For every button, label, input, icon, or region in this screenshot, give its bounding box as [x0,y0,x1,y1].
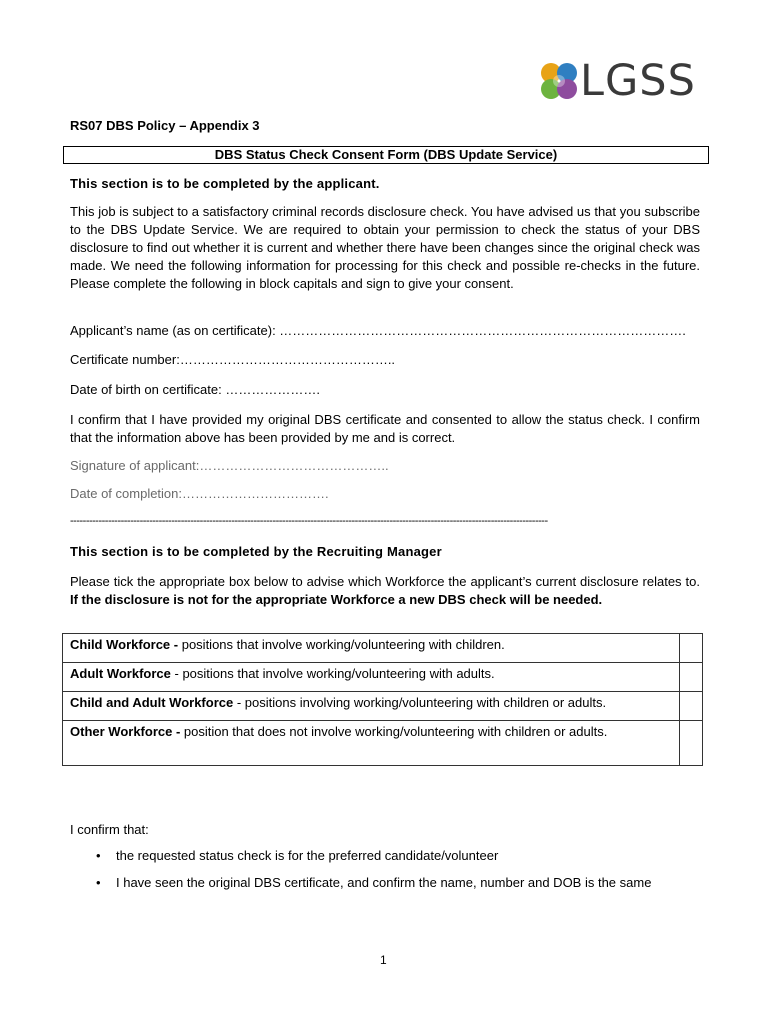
workforce-label: Child and Adult Workforce - positions involving working/volunteering with children or adults. [63,692,680,721]
applicant-name-field[interactable]: Applicant’s name (as on certificate): …………………………………………………………………………………. [70,323,686,338]
section-divider: ------------------------------------------------------------------------------------------------------------------------------------------------------- [70,515,548,527]
workforce-label: Other Workforce - position that does not involve working/volunteering with children or adults. [63,721,680,766]
list-item: • the requested status check is for the preferred candidate/volunteer [96,848,499,863]
applicant-confirmation-paragraph: I confirm that I have provided my original DBS certificate and consented to allow the status check. I confirm that the information above has been provided by me and is correct. [70,412,700,445]
document-reference-title: RS07 DBS Policy – Appendix 3 [70,118,260,133]
certificate-number-field[interactable]: Certificate number:………………………………………….. [70,352,396,367]
bullet-icon: • [96,848,101,863]
form-title: DBS Status Check Consent Form (DBS Update Service) [63,146,709,164]
workforce-row-adult [63,663,703,692]
lgss-logo [540,42,700,106]
workforce-label: Child Workforce - positions that involve working/volunteering with children. [63,634,680,663]
applicant-intro-paragraph: This job is subject to a satisfactory criminal records disclosure check. You have advised us that you subscribe to the DBS Update Service. We are required to obtain your permission to check the status of your DBS disclosure to find out whether it is current and whether there have been changes since the original check was made. We need the following information for processing for this check and possible re-checks in the future. Please complete the following in block capitals and sign to give your consent. [70,204,700,291]
page-number: 1 [380,953,387,967]
manager-section-heading: This section is to be completed by the Recruiting Manager [70,544,442,559]
workforce-child-checkbox[interactable] [680,634,703,663]
date-of-birth-field[interactable]: Date of birth on certificate: …………………. [70,382,320,397]
manager-instruction-warning: If the disclosure is not for the appropriate Workforce a new DBS check will be needed. [70,592,603,607]
logo-text: LGSS [580,56,696,106]
workforce-row-other [63,721,703,766]
lgss-logo-mark-icon [540,62,578,100]
manager-instruction-paragraph [70,573,700,609]
workforce-row-child-and-adult [63,692,703,721]
date-of-completion-field[interactable]: Date of completion:……………………………. [70,486,329,501]
workforce-other-checkbox[interactable] [680,721,703,766]
workforce-row-child [63,634,703,663]
workforce-label: Adult Workforce - positions that involve working/volunteering with adults. [63,663,680,692]
workforce-adult-checkbox[interactable] [680,663,703,692]
applicant-section-heading: This section is to be completed by the applicant. [70,176,380,191]
list-item: • I have seen the original DBS certificate, and confirm the name, number and DOB is the same [96,875,652,890]
workforce-table [62,633,703,766]
workforce-child-and-adult-checkbox[interactable] [680,692,703,721]
bullet-icon: • [96,875,101,890]
signature-field[interactable]: Signature of applicant:…………………………………….. [70,458,389,473]
manager-confirm-list [70,848,700,902]
manager-instruction-text: Please tick the appropriate box below to advise which Workforce the applicant’s current disclosure relates to. [70,574,700,589]
manager-confirm-intro: I confirm that: [70,822,149,837]
